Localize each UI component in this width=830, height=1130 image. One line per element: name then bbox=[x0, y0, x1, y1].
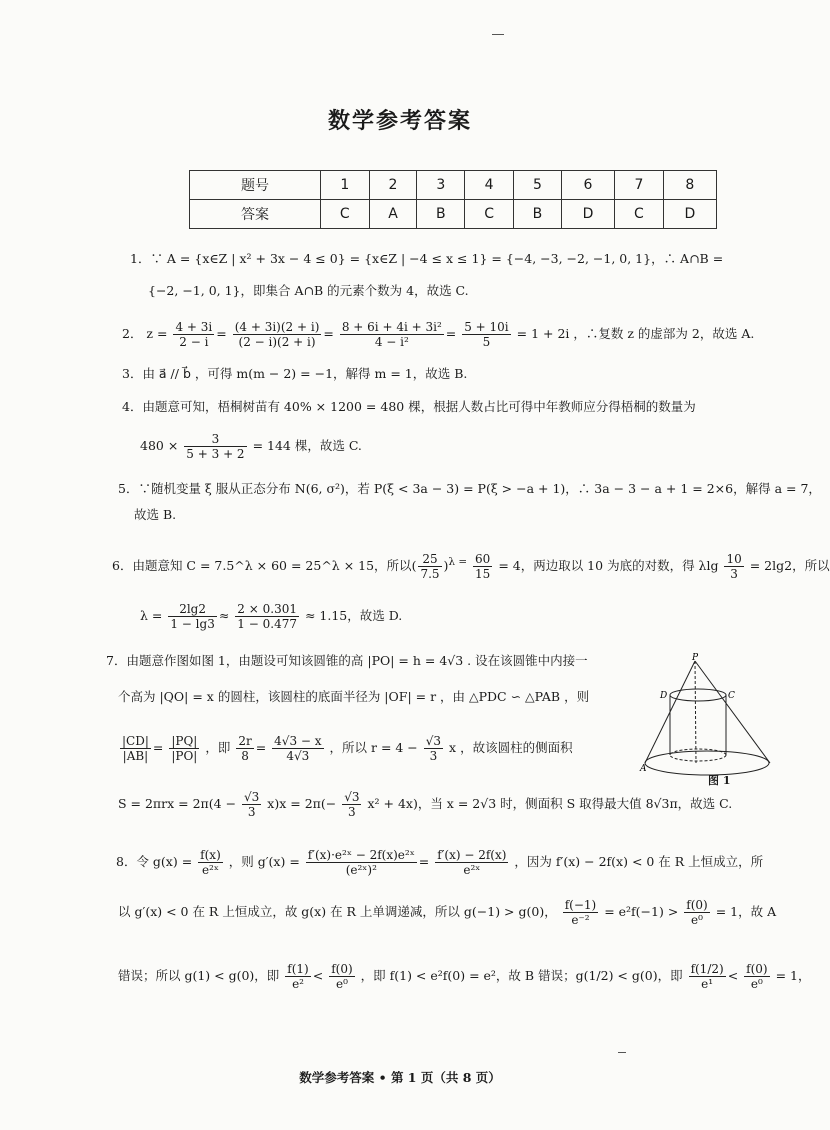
q8-frac-5-den: e⁰ bbox=[691, 913, 703, 927]
q7-frac-2 bbox=[169, 734, 199, 763]
table-cell: 1 bbox=[320, 171, 369, 200]
q7-frac-6-den: 3 bbox=[247, 805, 256, 819]
q7-l4-prefix: S = 2πrx = 2π(4 − bbox=[118, 796, 237, 811]
table-cell: 6 bbox=[561, 171, 614, 200]
table-cell: B bbox=[417, 200, 465, 229]
q8-line3: 错误；所以 g(1) < g(0)，即 $\frac{f(1)}{\text{e²}}$ < $\frac{f(0)}{\text{e⁰}}$ ，即 f(1) < e²f(0) = e²，故 B 错误；g(1/2) < g(0)，即 $\frac{f(1/2)}{\text{e¹}}$ < $\frac{f(0)}{\text{e⁰}}$ = 1， bbox=[118, 962, 811, 991]
q8-frac-4-num: f(−1) bbox=[564, 898, 597, 912]
q6-frac-2-den: 15 bbox=[475, 567, 491, 581]
table-row-answers bbox=[190, 200, 717, 229]
q7-frac-3 bbox=[236, 734, 253, 763]
q8-frac-1-den: e²ˣ bbox=[201, 863, 219, 877]
table-cell: C bbox=[465, 200, 514, 229]
q7-l4-mid: x)x = 2π(− bbox=[267, 796, 337, 811]
q6-frac-2-num: 60 bbox=[475, 552, 491, 566]
q1-line1: 1．∵ A = {x∈Z | x² + 3x − 4 ≤ 0} = {x∈Z | −4 ≤ x ≤ 1} = {−4, −3, −2, −1, 0, 1}，∴ A∩B = bbox=[130, 251, 724, 266]
q8-frac-9-den: e⁰ bbox=[750, 977, 763, 991]
q8-frac-7 bbox=[329, 962, 354, 991]
q6-frac-5 bbox=[235, 602, 299, 631]
table-cell: C bbox=[615, 200, 664, 229]
table-cell: A bbox=[369, 200, 417, 229]
q8-l2-suffix: = 1，故 A bbox=[715, 904, 777, 919]
q7-frac-1 bbox=[120, 734, 151, 763]
cone-axis bbox=[695, 661, 696, 763]
table-cell: 2 bbox=[369, 171, 417, 200]
table-cell: D bbox=[561, 200, 614, 229]
table-cell: D bbox=[663, 200, 716, 229]
figure-caption: 图 1 bbox=[708, 774, 731, 787]
answer-table bbox=[189, 170, 717, 229]
point-label-c: C bbox=[728, 691, 735, 701]
scan-mark bbox=[618, 1052, 626, 1053]
q2-frac-2 bbox=[233, 320, 322, 349]
q6-prefix: 6．由题意知 C = 7.5^λ × 60 = 25^λ × 15，所以 bbox=[112, 558, 412, 573]
table-cell: B bbox=[513, 200, 561, 229]
table-cell: 8 bbox=[663, 171, 716, 200]
q6-frac-5-num: 2 × 0.301 bbox=[237, 602, 297, 616]
q2-frac-4 bbox=[462, 320, 510, 349]
q2-frac-2-den: (2 − i)(2 + i) bbox=[238, 335, 316, 349]
q5-line1: 5．∵随机变量 ξ 服从正态分布 N(6, σ²)，若 P(ξ < 3a − 3) = P(ξ > −a + 1)，∴ 3a − 3 − a + 1 = 2×6，解得 a = 7， bbox=[118, 481, 821, 496]
q7-frac-7-num: √3 bbox=[344, 790, 360, 804]
q8-prefix: 8．令 g(x) = bbox=[116, 854, 193, 869]
q6-line1: 6．由题意知 C = 7.5^λ × 60 = 25^λ × 15，所以( $\frac{25}{7.5}$ )$^{\lambda =}$ $\frac{60}{15}$ = 4，两边取以 10 为底的对数，得 λlg $\frac{10}{3}$ = 2lg2，所以 bbox=[112, 552, 830, 581]
q6-frac-3-num: 10 bbox=[726, 552, 742, 566]
q8-frac-2-den: (e²ˣ)² bbox=[345, 863, 377, 877]
q4-frac bbox=[184, 432, 246, 461]
q8-frac-5-num: f(0) bbox=[686, 898, 708, 912]
q1-line2: {−2, −1, 0, 1}，即集合 A∩B 的元素个数为 4，故选 C. bbox=[148, 283, 469, 298]
q8-frac-2 bbox=[306, 848, 417, 877]
q4-line2 bbox=[140, 432, 362, 461]
q7-frac-5-den: 3 bbox=[429, 749, 438, 763]
q8-line2 bbox=[118, 898, 776, 927]
q6-frac-1 bbox=[418, 552, 441, 581]
q4-frac-den: 5 + 3 + 2 bbox=[186, 447, 245, 461]
q6-frac-2 bbox=[473, 552, 492, 581]
q4-line1: 4．由题意可知，梧桐树苗有 40% × 1200 = 480 棵，根据人数占比可得中年教师应分得梧桐的数量为 bbox=[122, 399, 696, 414]
q7-frac-7-den: 3 bbox=[348, 805, 356, 819]
q6-mid: = 4，两边取以 10 为底的对数，得 λlg bbox=[498, 558, 719, 573]
q8-frac-7-num: f(0) bbox=[331, 962, 353, 976]
q7-frac-7 bbox=[342, 790, 361, 819]
q6-frac-3 bbox=[724, 552, 743, 581]
q8-frac-6-num: f(1) bbox=[287, 962, 309, 976]
q7-frac-1-num: |CD| bbox=[122, 734, 149, 748]
q7-frac-4 bbox=[272, 734, 323, 763]
q7-frac-4-den: 4√3 bbox=[286, 749, 310, 763]
table-cell: 7 bbox=[615, 171, 664, 200]
point-label-d: D bbox=[660, 691, 668, 701]
page-footer: 数学参考答案 • 第 1 页（共 8 页） bbox=[299, 1070, 501, 1085]
q7-l4-suffix: x² + 4x)，当 x = 2√3 时，侧面积 S 取得最大值 8√3π，故选 C. bbox=[367, 796, 733, 811]
q2-frac-2-num: (4 + 3i)(2 + i) bbox=[234, 320, 320, 334]
q6-exponent: λ = bbox=[448, 555, 468, 568]
q8-frac-8 bbox=[689, 962, 726, 991]
table-cell: 5 bbox=[513, 171, 561, 200]
q2-frac-1-den: 2 − i bbox=[179, 335, 209, 349]
q8-frac-2-num: f′(x)·e²ˣ − 2f(x)e²ˣ bbox=[307, 848, 415, 862]
q6-frac-4-num: 2lg2 bbox=[168, 602, 216, 617]
q2-frac-3-den: 4 − i² bbox=[374, 335, 409, 349]
cone-base bbox=[645, 751, 769, 775]
table-row-question-numbers bbox=[190, 171, 717, 200]
q7-frac-3-num: 2r bbox=[238, 734, 252, 748]
q6-frac-5-den: 1 − 0.477 bbox=[237, 617, 297, 631]
q6-frac-1-num: 25 bbox=[418, 552, 441, 567]
q4-suffix: = 144 棵，故选 C. bbox=[252, 438, 362, 453]
q2-frac-3-num: 8 + 6i + 4i + 3i² bbox=[341, 320, 442, 334]
q8-l3-prefix: 错误；所以 g(1) < g(0)，即 bbox=[118, 968, 280, 983]
q8-frac-1-num: f(x) bbox=[200, 848, 221, 862]
q8-frac-5 bbox=[684, 898, 709, 927]
q7-suffix3: x ，故该圆柱的侧面积 bbox=[449, 740, 573, 755]
q7-frac-2-num: |PQ| bbox=[171, 734, 198, 748]
q6-frac-3-den: 3 bbox=[730, 567, 738, 581]
q2-frac-1-num: 4 + 3i bbox=[175, 320, 213, 334]
q6-l2-prefix: λ = bbox=[140, 608, 163, 623]
cone-right-edge bbox=[695, 661, 770, 763]
q4-frac-num: 3 bbox=[184, 432, 246, 447]
q6-frac-4 bbox=[168, 602, 216, 631]
q8-line1: 8．令 g(x) = $\frac{f(x)}{\text{e²ˣ}}$ ，则 g′(x) = $\frac{\text{f′(x)·e²ˣ − 2f(x)e²ˣ}}{\text{(e²ˣ)²}}$ = $\frac{f'(x) - 2f(x)}{\text{e²ˣ}}$ ，因为 f′(x) − 2f(x) < 0 在 R 上恒成立，所 bbox=[116, 848, 764, 877]
q7-frac-5-num: √3 bbox=[425, 734, 442, 748]
q2-frac-4-den: 5 bbox=[482, 335, 491, 349]
q3-line: 3．由 a⃗ // b⃗ ，可得 m(m − 2) = −1，解得 m = 1，故选 B. bbox=[122, 366, 468, 381]
q8-l3-mid: ，即 f(1) < e²f(0) = e²，故 B 错误；g(1/2) < g(0)，即 bbox=[360, 968, 683, 983]
scan-mark bbox=[492, 34, 504, 35]
cone-cylinder-figure bbox=[640, 655, 790, 785]
table-cell: C bbox=[320, 200, 369, 229]
q7-frac-5 bbox=[424, 734, 443, 763]
q2-frac-1 bbox=[173, 320, 214, 349]
q7-frac-6 bbox=[242, 790, 261, 819]
table-cell: 题号 bbox=[190, 171, 321, 200]
q8-frac-3 bbox=[435, 848, 508, 877]
q7-line3: $\frac{|CD|}{|AB|}$ = $\frac{|PQ|}{|PO|}$ ，即 $\frac{2r}{8}$ = $\frac{4√3 - x}{4√3}$ ，所以 r = 4 − $\frac{√3}{3}$ x ，故该圆柱的侧面积 bbox=[122, 734, 573, 763]
q8-frac-8-num: f(1/2) bbox=[690, 962, 724, 976]
q8-l2-mid: = e²f(−1) > bbox=[604, 904, 679, 919]
q2-prefix: 2． z = bbox=[122, 326, 168, 341]
q6-l2-suffix: ≈ 1.15，故选 D. bbox=[304, 608, 403, 623]
q6-frac-4-den: 1 − lg3 bbox=[170, 617, 215, 631]
q7-line2: 个高为 |QO| = x 的圆柱，该圆柱的底面半径为 |OF| = r ，由 △PDC ∽ △PAB ，则 bbox=[118, 689, 590, 704]
q7-mid1: ，即 bbox=[205, 740, 231, 755]
q8-mid1: ，则 g′(x) = bbox=[228, 854, 300, 869]
q8-frac-6-den: e² bbox=[292, 977, 304, 991]
q8-frac-7-den: e⁰ bbox=[335, 977, 348, 991]
q8-frac-8-den: e¹ bbox=[701, 977, 714, 991]
q8-l2-prefix: 以 g′(x) < 0 在 R 上恒成立，故 g(x) 在 R 上单调递减，所以 g(−1) > g(0)， bbox=[118, 904, 557, 919]
q7-line4 bbox=[118, 790, 732, 819]
q2-solution: 2． z = $\frac{4 + 3i}{2 - i}$ = $\frac{(4 + 3i)(2 + i)}{(2 - i)(2 + i)}$ = $\frac{\text{8 + 6i + 4i + 3i²}}{\text{4 − i²}}$ = $\frac{5 + 10i}{5}$ = 1 + 2i ，∴复数 z 的虚部为 2，故选 A. bbox=[122, 320, 755, 349]
page-title: 数学参考答案 bbox=[327, 108, 472, 134]
table-cell: 3 bbox=[417, 171, 465, 200]
table-cell: 答案 bbox=[190, 200, 321, 229]
q6-line2: λ = $\frac{2\lg 2}{1 - \lg 3}$ ≈ $\frac{2 \times 0.301}{1 - 0.477}$ ≈ 1.15，故选 D. bbox=[140, 602, 403, 631]
q7-frac-6-num: √3 bbox=[244, 790, 260, 804]
q7-frac-2-den: |PO| bbox=[171, 749, 198, 763]
q2-frac-4-num: 5 + 10i bbox=[464, 320, 509, 334]
q6-suffix: = 2lg2，所以 bbox=[749, 558, 830, 573]
q7-mid2: ，所以 r = 4 − bbox=[329, 740, 418, 755]
q6-frac-1-den: 7.5 bbox=[420, 567, 440, 581]
point-label-p: P bbox=[692, 653, 699, 663]
q8-frac-9-num: f(0) bbox=[746, 962, 768, 976]
table-cell: 4 bbox=[465, 171, 514, 200]
q8-frac-3-den: e²ˣ bbox=[463, 863, 481, 877]
q7-line1: 7．由题意作图如图 1，由题设可知该圆锥的高 |PO| = h = 4√3 . 设在该圆锥中内接一 bbox=[106, 653, 588, 668]
point-label-a: A bbox=[640, 764, 647, 774]
q8-frac-1 bbox=[198, 848, 223, 877]
q8-frac-3-num: f′(x) − 2f(x) bbox=[437, 848, 507, 862]
q8-frac-9 bbox=[744, 962, 769, 991]
q8-frac-4 bbox=[563, 898, 599, 927]
q8-l3-suffix: = 1， bbox=[775, 968, 811, 983]
q7-frac-4-num: 4√3 − x bbox=[274, 734, 322, 748]
q4-prefix: 480 × bbox=[140, 438, 179, 453]
q7-frac-3-den: 8 bbox=[241, 749, 249, 763]
q8-frac-4-den: e⁻² bbox=[571, 913, 590, 927]
q5-line2: 故选 B. bbox=[134, 507, 177, 522]
q2-frac-3 bbox=[340, 320, 444, 349]
q8-suffix1: ，因为 f′(x) − 2f(x) < 0 在 R 上恒成立，所 bbox=[514, 854, 764, 869]
q7-frac-1-den: |AB| bbox=[122, 749, 149, 763]
q2-suffix: = 1 + 2i ，∴复数 z 的虚部为 2，故选 A. bbox=[516, 326, 755, 341]
q8-frac-6 bbox=[285, 962, 310, 991]
